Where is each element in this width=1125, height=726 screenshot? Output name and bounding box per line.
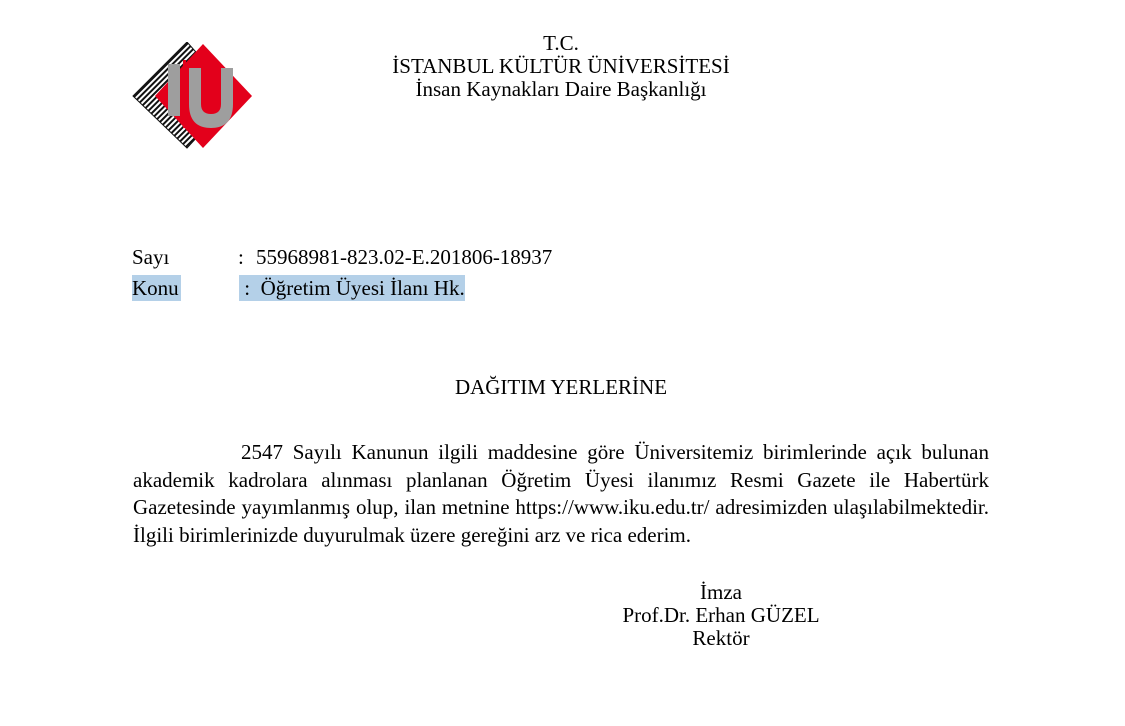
iku-logo-icon bbox=[131, 42, 253, 150]
body-paragraph: 2547 Sayılı Kanunun ilgili maddesine göre Üniversitemiz birimlerinde açık bulunan akademik kadrolara alınması planlanan Öğretim Üyesi ilanımız Resmi Gazete ile Habertürk Gazetesinde yayımlanmış olup, ilan metnine https://www.iku.edu.tr/ adresimizden ulaşılabilmektedir. İlgili birimlerinizde duyurulmak üzere gereğini arz ve rica ederim. bbox=[133, 440, 989, 547]
konu-value: Öğretim Üyesi İlanı Hk. bbox=[260, 276, 465, 300]
letterhead bbox=[360, 32, 762, 101]
signature-imza: İmza bbox=[700, 580, 742, 604]
header-department: İnsan Kaynakları Daire Başkanlığı bbox=[415, 77, 707, 101]
sayi-colon: : bbox=[238, 245, 244, 269]
konu-highlight bbox=[239, 275, 465, 301]
konu-row bbox=[132, 275, 732, 301]
header-tc: T.C. bbox=[543, 31, 579, 55]
sayi-value: 55968981-823.02-E.201806-18937 bbox=[256, 245, 553, 269]
signature-block bbox=[560, 581, 882, 650]
konu-colon: : bbox=[244, 276, 251, 300]
signature-name: Prof.Dr. Erhan GÜZEL bbox=[622, 603, 820, 627]
signature-title: Rektör bbox=[692, 626, 750, 650]
letter-body bbox=[133, 439, 989, 549]
konu-label: Konu bbox=[132, 276, 179, 300]
sayi-row bbox=[132, 244, 732, 270]
distribution-heading: DAĞITIM YERLERİNE bbox=[454, 375, 668, 399]
sayi-label: Sayı bbox=[132, 245, 170, 269]
header-university: İSTANBUL KÜLTÜR ÜNİVERSİTESİ bbox=[392, 54, 730, 78]
university-logo bbox=[131, 42, 253, 150]
